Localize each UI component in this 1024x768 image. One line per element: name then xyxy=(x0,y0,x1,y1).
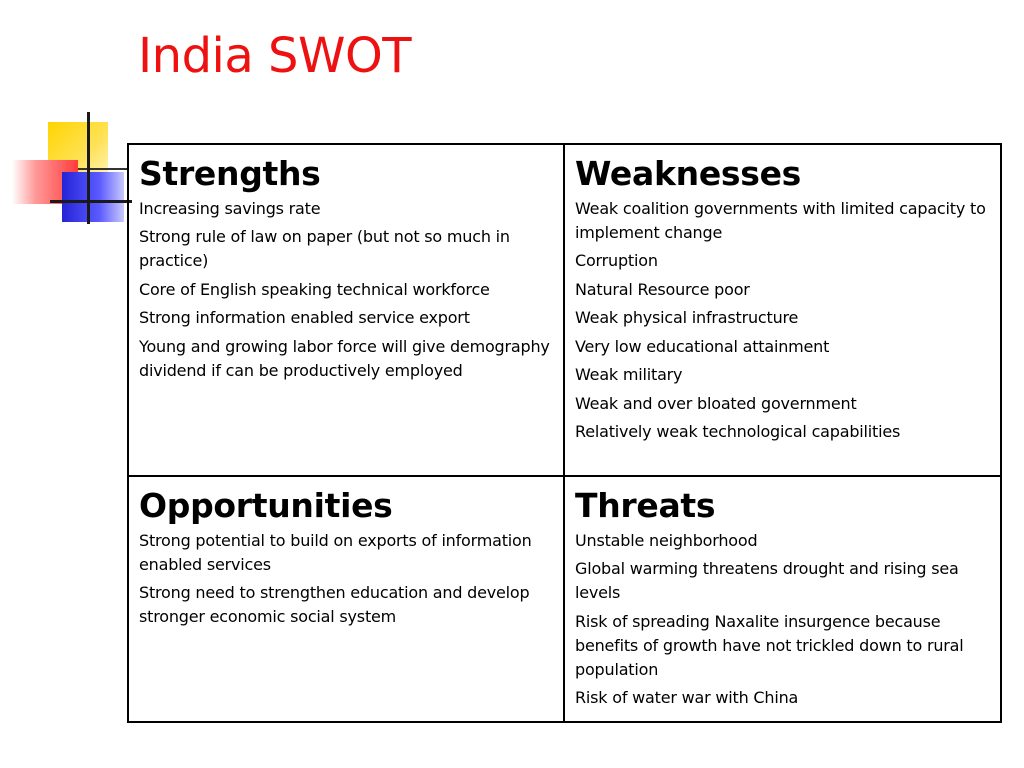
list-item: Strong rule of law on paper (but not so much in practice) xyxy=(139,227,510,271)
list-item: Relatively weak technological capabilities xyxy=(575,422,901,442)
list-item: Core of English speaking technical workforce xyxy=(139,279,490,299)
list-item: Strong information enabled service export xyxy=(139,308,470,328)
list-item: Unstable neighborhood xyxy=(575,530,758,550)
list-item: Strong need to strengthen education and develop stronger economic social system xyxy=(139,583,530,627)
list-item: Weak and over bloated government xyxy=(575,393,857,413)
weaknesses-list xyxy=(575,197,990,445)
list-item: Increasing savings rate xyxy=(139,198,321,218)
opportunities-heading: Opportunities xyxy=(139,486,393,525)
list-item: Weak coalition governments with limited capacity to implement change xyxy=(575,198,986,242)
slide-title: India SWOT xyxy=(138,28,412,84)
list-item: Natural Resource poor xyxy=(575,279,750,299)
threats-list xyxy=(575,529,990,711)
list-item: Corruption xyxy=(575,251,658,271)
swot-row-bottom xyxy=(128,476,1001,722)
decorative-ornament xyxy=(0,0,140,240)
weaknesses-heading: Weaknesses xyxy=(575,154,802,193)
threats-cell xyxy=(564,476,1001,722)
ornament-horizontal-line xyxy=(50,200,132,203)
weaknesses-cell xyxy=(564,144,1001,476)
opportunities-list xyxy=(139,529,553,630)
swot-row-top xyxy=(128,144,1001,476)
list-item: Very low educational attainment xyxy=(575,336,830,356)
strengths-heading: Strengths xyxy=(139,154,321,193)
strengths-cell xyxy=(128,144,564,476)
opportunities-cell xyxy=(128,476,564,722)
threats-heading: Threats xyxy=(575,486,716,525)
list-item: Weak military xyxy=(575,365,683,385)
list-item: Young and growing labor force will give demography dividend if can be productively employed xyxy=(139,336,550,380)
list-item: Risk of spreading Naxalite insurgence because benefits of growth have not trickled down to rural population xyxy=(575,611,964,679)
ornament-vertical-line xyxy=(87,112,90,224)
list-item: Risk of water war with China xyxy=(575,688,799,708)
strengths-list xyxy=(139,197,553,383)
list-item: Global warming threatens drought and rising sea levels xyxy=(575,559,959,603)
list-item: Weak physical infrastructure xyxy=(575,308,799,328)
list-item: Strong potential to build on exports of information enabled services xyxy=(139,530,532,574)
ornament-thin-line xyxy=(78,168,128,170)
ornament-blue-square xyxy=(62,172,124,222)
swot-table xyxy=(127,143,1002,723)
